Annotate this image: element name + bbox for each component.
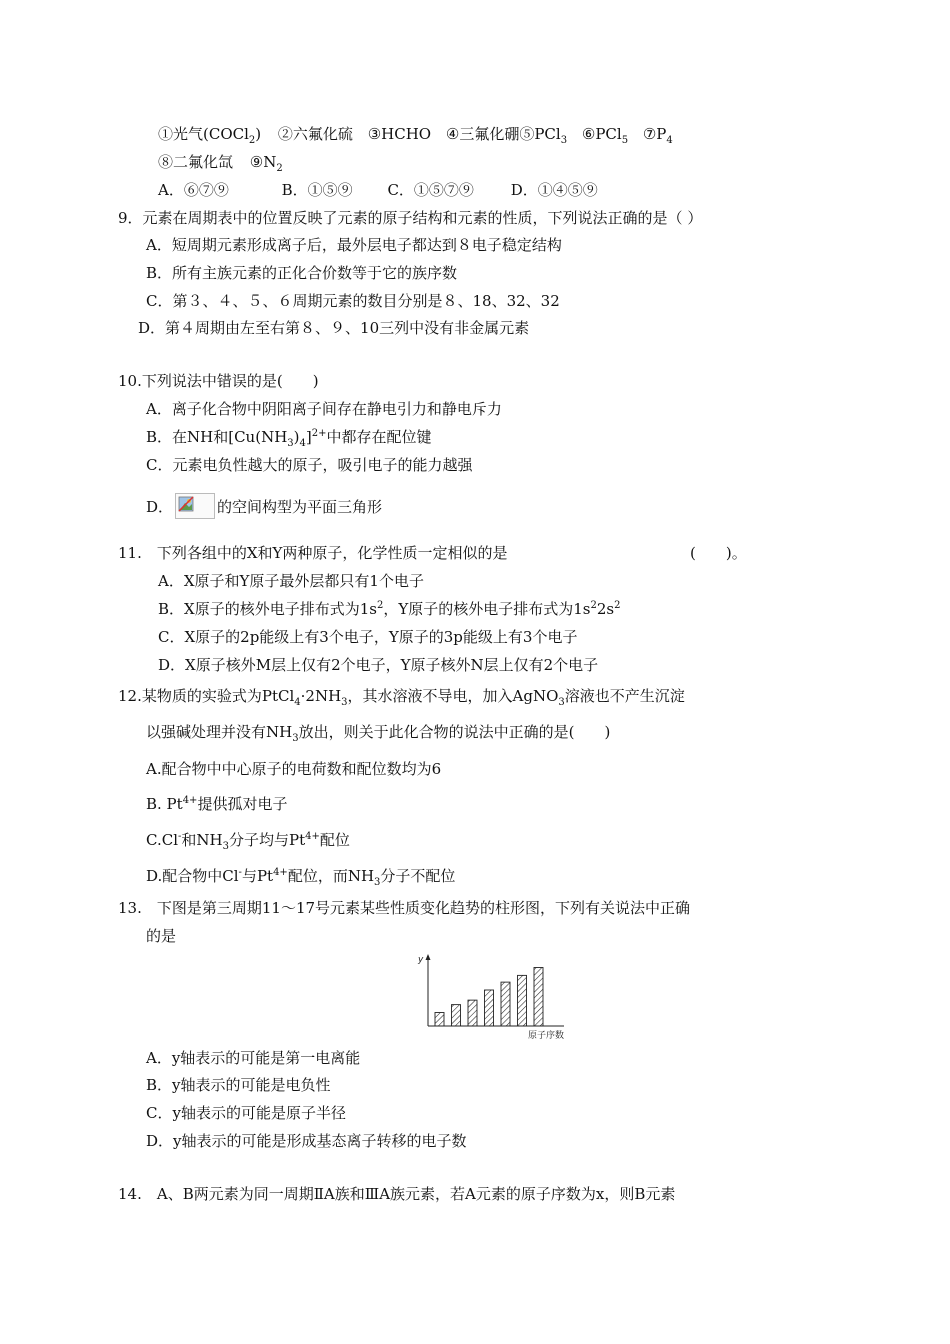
q8-item1-sub: 2 — [248, 135, 256, 146]
q12-stem-text1: 12.某物质的实验式为PtCl — [118, 687, 295, 705]
q10-b-sub1: 3 — [287, 438, 294, 449]
broken-image-icon — [175, 493, 215, 519]
q12-stem-sub1: 4 — [294, 697, 301, 708]
q10-d-label: D． — [146, 498, 174, 516]
bar-15 — [501, 982, 510, 1026]
q8-item9-sub: 2 — [276, 163, 283, 174]
q12-d-sup1: - — [238, 867, 242, 878]
q12-option-d — [146, 866, 455, 886]
q12-line2-sub: 3 — [292, 733, 299, 744]
q11-b-text2: ，Y原子的核外电子排布式为1s — [383, 600, 591, 618]
q14-stem: 14. A、B两元素为同一周期ⅡA族和ⅢA族元素，若A元素的原子序数为x，则B元素 — [118, 1185, 676, 1203]
q11-b-sup3: 2 — [614, 600, 621, 611]
q8-option-d: D．①④⑤⑨ — [510, 181, 598, 199]
bar-13 — [468, 1000, 477, 1026]
q12-stem-text2: ·2NH — [300, 687, 342, 705]
q10-b-sub2: 4 — [299, 438, 306, 449]
q11-option-a: A．X原子和Y原子最外层都只有1个电子 — [158, 572, 424, 590]
q12-d-text3: 配位，而NH — [287, 867, 375, 885]
q12-stem-line2 — [146, 722, 610, 742]
q12-stem-sub2: 3 — [341, 697, 348, 708]
bar-12 — [452, 1005, 461, 1026]
q12-c-text2: 和NH — [181, 831, 223, 849]
q12-d-sub: 3 — [374, 877, 381, 888]
q11-b-text1: B．X原子的核外电子排布式为1s — [158, 600, 377, 618]
q10-b-text1: B．在NH和[Cu(NH — [146, 428, 288, 446]
q8-item2: ②六氟化硫 — [277, 125, 353, 143]
q12-c-sup1: - — [178, 831, 182, 842]
q8-option-b: B．①⑤⑨ — [281, 181, 353, 199]
y-axis-arrow — [426, 954, 431, 960]
q12-option-a: A.配合物中中心原子的电荷数和配位数均为6 — [146, 760, 442, 778]
q11-b-text3: 2s — [596, 600, 615, 618]
q12-stem — [118, 686, 685, 706]
q11-b-sup1: 2 — [376, 600, 384, 611]
q12-option-b — [146, 794, 287, 814]
q9-option-d: D．第４周期由左至右第８、９、10三列中没有非金属元素 — [138, 319, 530, 337]
q10-d-text: 的空间构型为平面三角形 — [217, 498, 383, 516]
q8-item3: ③HCHO — [367, 125, 432, 143]
q8-option-a: A．⑥⑦⑨ — [158, 181, 229, 199]
q9-option-b: B．所有主族元素的正化合价数等于它的族序数 — [146, 264, 458, 282]
q8-item1-close: ) — [255, 125, 262, 143]
q9-option-c: C．第３、４、５、６周期元素的数目分别是８、18、32、32 — [146, 292, 560, 310]
q8-options — [158, 180, 598, 200]
q12-d-text4: 分子不配位 — [380, 867, 456, 885]
q11-option-d: D．X原子核外M层上仅有2个电子，Y原子核外N层上仅有2个电子 — [158, 656, 599, 674]
q11-option-c: C．X原子的2p能级上有3个电子，Y原子的3p能级上有3个电子 — [158, 628, 578, 646]
q13-stem-line2: 的是 — [146, 927, 177, 945]
q8-item7-sub: 4 — [666, 135, 673, 146]
q12-c-text4: 配位 — [319, 831, 350, 849]
q12-option-c — [146, 830, 350, 850]
bar-chart-svg — [412, 950, 572, 1042]
q9-option-a: A．短周期元素形成离子后，最外层电子都达到８电子稳定结构 — [146, 236, 562, 254]
q10-option-a: A．离子化合物中阴阳离子间存在静电引力和静电斥力 — [146, 400, 502, 418]
q8-item5-sub: 3 — [560, 135, 568, 146]
q12-c-text1: C.Cl — [146, 831, 178, 849]
q8-items-line1 — [158, 124, 673, 144]
q12-d-sup2: 4+ — [273, 867, 288, 878]
q8-item6: ⑥PCl — [581, 125, 622, 143]
q8-item7: ⑦P — [642, 125, 667, 143]
bar-11 — [435, 1013, 444, 1027]
q10-option-d — [146, 493, 382, 519]
bar-16 — [518, 975, 527, 1026]
q12-c-text3: 分子均与Pt — [228, 831, 306, 849]
q12-b-text1: B. Pt — [146, 795, 183, 813]
q10-option-c: C．元素电负性越大的原子，吸引电子的能力越强 — [146, 456, 473, 474]
q12-b-sup: 4+ — [182, 795, 198, 806]
q8-item4-5: ④三氟化硼⑤PCl — [445, 125, 561, 143]
q10-option-b — [146, 427, 432, 447]
q13-option-b: B．y轴表示的可能是电负性 — [146, 1076, 331, 1094]
q12-stem-text3: ，其水溶液不导电，加入AgNO — [347, 687, 559, 705]
q12-d-text2: 与Pt — [241, 867, 274, 885]
q12-stem-sub3: 3 — [558, 697, 565, 708]
q8-items-line2 — [158, 152, 283, 172]
q12-line2-text2: 放出，则关于此化合物的说法中正确的是( ) — [298, 723, 611, 741]
q10-b-text4: 中都存在配位键 — [326, 428, 432, 446]
q13-option-c: C．y轴表示的可能是原子半径 — [146, 1104, 346, 1122]
x-axis-label: 原子序数 — [527, 1031, 564, 1041]
q13-option-d: D．y轴表示的可能是形成基态离子转移的电子数 — [146, 1132, 467, 1150]
q10-b-text3: ] — [305, 428, 312, 446]
q12-stem-text4: 溶液也不产生沉淀 — [564, 687, 685, 705]
q10-b-sup: 2+ — [311, 428, 327, 439]
q13-stem: 13. 下图是第三周期11～17号元素某些性质变化趋势的柱形图，下列有关说法中正确 — [118, 899, 691, 917]
bar-17 — [534, 968, 543, 1027]
bar-14 — [485, 990, 494, 1026]
q8-option-c: C．①⑤⑦⑨ — [387, 181, 474, 199]
q12-c-sup2: 4+ — [305, 831, 320, 842]
q11-b-sup2: 2 — [590, 600, 597, 611]
q11-option-b — [158, 599, 620, 619]
q9-stem: 9．元素在周期表中的位置反映了元素的原子结构和元素的性质，下列说法正确的是（ ） — [118, 209, 703, 227]
q10-b-text2: ) — [293, 428, 300, 446]
q12-d-text1: D.配合物中Cl — [146, 867, 239, 885]
q13-option-a: A．y轴表示的可能是第一电离能 — [146, 1049, 361, 1067]
q12-line2-text1: 以强碱处理并没有NH — [146, 723, 293, 741]
q10-stem: 10.下列说法中错误的是( ) — [118, 372, 319, 390]
q13-bar-chart — [412, 950, 572, 1042]
q8-item6-sub: 5 — [621, 135, 629, 146]
q12-c-sub: 3 — [222, 841, 229, 852]
q8-item9: ⑨N — [249, 153, 277, 171]
y-axis-label: y — [418, 955, 424, 965]
q11-stem: 11. 下列各组中的X和Y两种原子，化学性质一定相似的是 — [118, 544, 508, 562]
q11-paren: ( )。 — [690, 544, 747, 562]
q12-b-text2: 提供孤对电子 — [197, 795, 288, 813]
q8-item8: ⑧二氟化氙 — [158, 153, 234, 171]
q8-item1: ①光气(COCl — [158, 125, 249, 143]
